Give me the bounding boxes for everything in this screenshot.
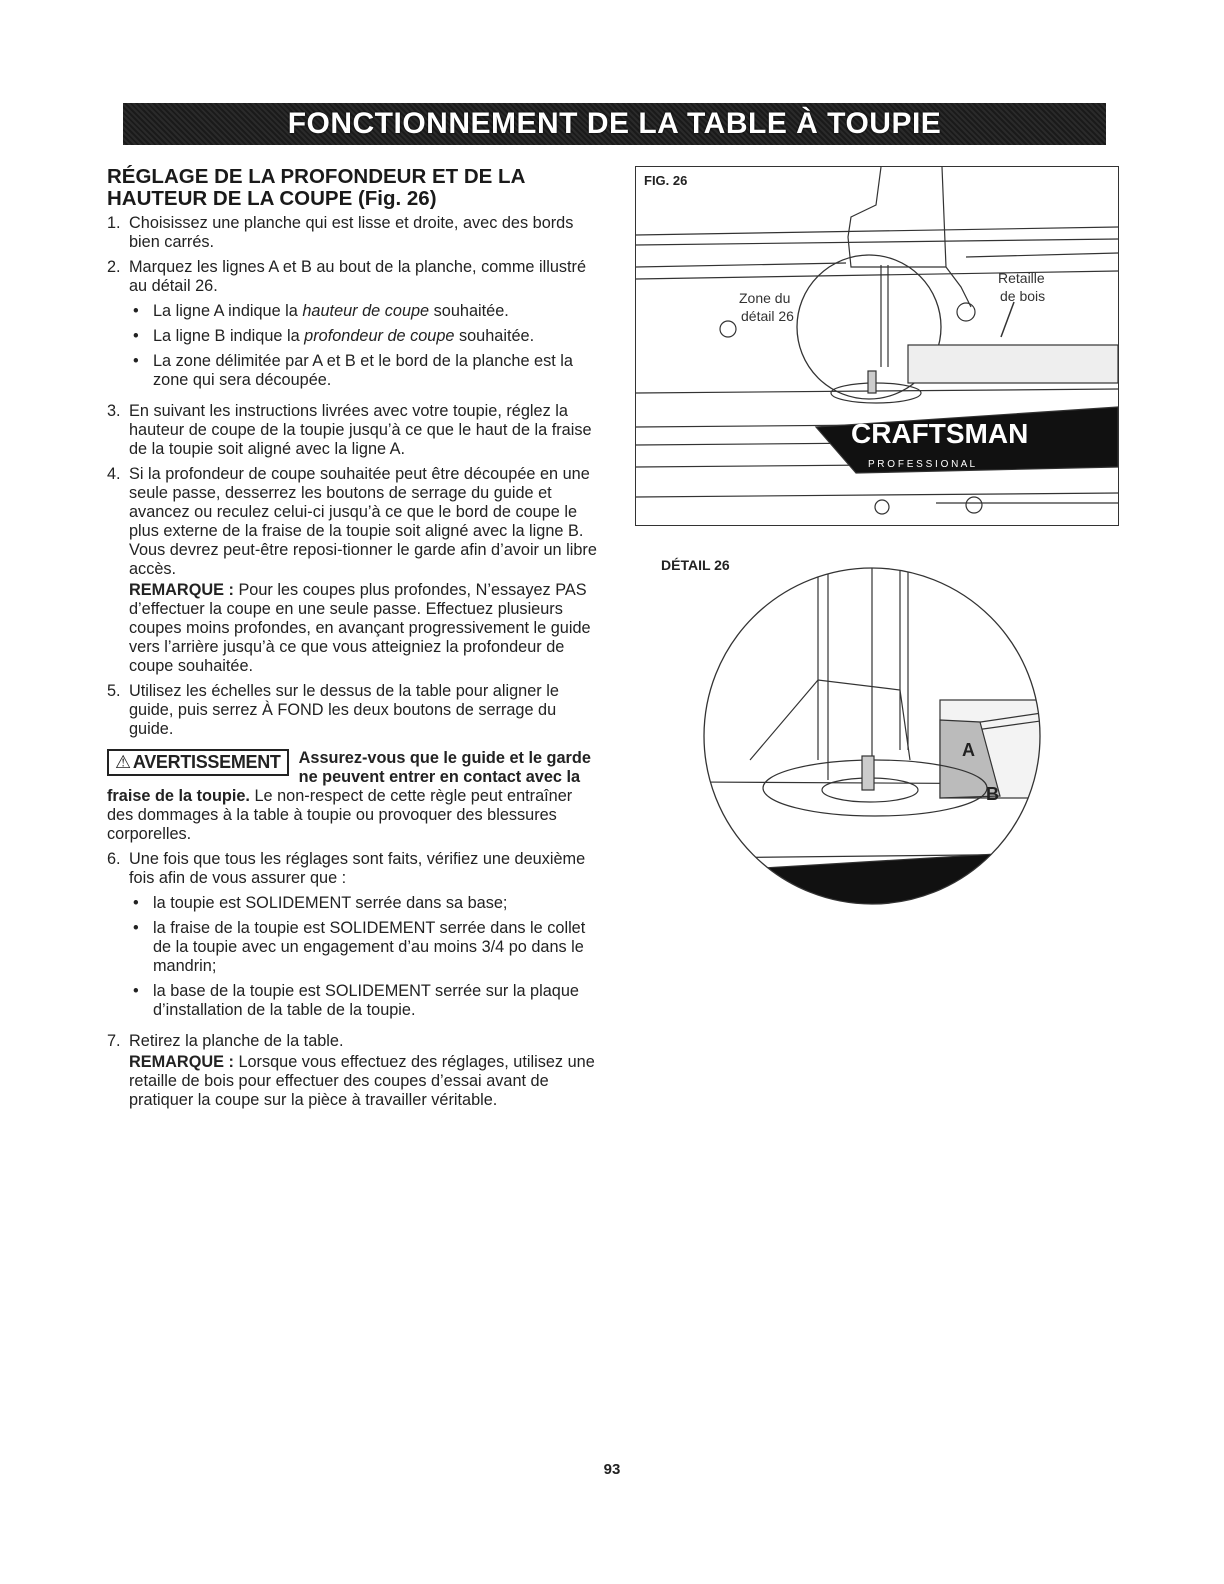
- section-title: RÉGLAGE DE LA PROFONDEUR ET DE LA HAUTEUR DE LA COUPE (Fig. 26): [107, 165, 525, 210]
- step-number: 2.: [107, 258, 121, 276]
- steps-list: [107, 214, 597, 739]
- check-bullets: [129, 894, 597, 1020]
- step-text: Si la profondeur de coupe souhaitée peut être découpée en une seule passe, desserrez les boutons de serrage du guide et avancez ou reculez celui-ci jusqu’à ce que le bord de coupe le plus externe de la fraise de la toupie soit aligné avec la ligne B. Vous devrez peut-être reposi-tionner le garde afin d’avoir un libre accès.: [129, 465, 597, 578]
- step-text: Retirez la planche de la table.: [129, 1032, 344, 1050]
- page-number: 93: [603, 1461, 621, 1478]
- step-text: Choisissez une planche qui est lisse et droite, avec des bords bien carrés.: [129, 214, 574, 251]
- bullet-item: • la fraise de la toupie est SOLIDEMENT serrée dans le collet de la toupie avec un engagement d’au moins 3/4 po dans le mandrin;: [133, 919, 586, 975]
- step-text: Marquez les lignes A et B au bout de la planche, comme illustré au détail 26.: [129, 258, 587, 295]
- warning-block: [107, 749, 597, 844]
- instructions-column: [107, 166, 597, 1116]
- step-number: 3.: [107, 402, 121, 420]
- note-text: Pour les coupes plus profondes, N’essayez PAS d’effectuer la coupe en une seule passe. Effectuez plusieurs coupes moins profondes, en avançant progressivement le guide vers l’arrière jusqu’à ce que vous atteigniez la profondeur de coupe souhaitée.: [129, 581, 591, 675]
- scrap-label-line2: de bois: [1000, 288, 1046, 304]
- step-7: [107, 1032, 597, 1110]
- step-text: Utilisez les échelles sur le dessus de la table pour aligner le guide, puis serrez À FOND les deux boutons de serrage du guide.: [129, 682, 559, 738]
- note-deep-cuts: [129, 581, 597, 676]
- step-text: Une fois que tous les réglages sont faits, vérifiez une deuxième fois afin de vous assurer que :: [129, 850, 586, 887]
- step-5: [107, 682, 597, 739]
- warning-triangle-icon: ⚠: [115, 752, 131, 772]
- step-6: [107, 850, 597, 1026]
- line-bullets: [129, 302, 597, 390]
- step-number: 1.: [107, 214, 121, 232]
- brand-name: CRAFTSMAN: [851, 418, 1029, 449]
- zone-label-line1: Zone du: [739, 290, 791, 306]
- note-label: REMARQUE :: [129, 581, 234, 599]
- step-number: 5.: [107, 682, 121, 700]
- banner-title: FONCTIONNEMENT DE LA TABLE À TOUPIE: [287, 107, 942, 140]
- note-label: REMARQUE :: [129, 1053, 234, 1071]
- brand-subtitle: P R O F E S S I O N A L: [868, 459, 976, 470]
- step-number: 6.: [107, 850, 121, 868]
- step-number: 4.: [107, 465, 121, 483]
- step-1: [107, 214, 597, 252]
- bullet-item: • la toupie est SOLIDEMENT serrée dans sa base;: [133, 894, 508, 912]
- line-b-label: B: [986, 784, 999, 804]
- bullet-item: • La ligne B indique la profondeur de coupe souhaitée.: [133, 327, 535, 345]
- bullet-item: • la base de la toupie est SOLIDEMENT serrée sur la plaque d’installation de la table de la toupie.: [133, 982, 579, 1019]
- detail-26-illustration: [690, 560, 1062, 912]
- step-3: [107, 402, 597, 459]
- warning-text: Le non-respect de cette règle peut entraîner des dommages à la table à toupie ou provoquer des blessures corporelles.: [107, 787, 573, 843]
- step-number: 7.: [107, 1032, 121, 1050]
- scrap-label-line1: Retaille: [998, 270, 1045, 286]
- section-banner: [123, 103, 1106, 145]
- detail-label: DÉTAIL 26: [661, 557, 730, 573]
- warning-badge: [107, 749, 289, 776]
- warning-label: AVERTISSEMENT: [132, 752, 281, 772]
- figure-label: FIG. 26: [644, 173, 688, 188]
- note-test-cuts: [129, 1053, 597, 1110]
- step-2: [107, 258, 597, 396]
- note-text: Lorsque vous effectuez des réglages, utilisez une retaille de bois pour effectuer des coupes d’essai avant de pratiquer la coupe sur la pièce à travailler véritable.: [129, 1053, 595, 1109]
- warning-heading: Assurez-vous que le guide et le garde ne peuvent entrer en contact avec la fraise de la toupie.: [107, 749, 591, 805]
- zone-label-line2: détail 26: [741, 308, 794, 324]
- figure-26: [635, 166, 1119, 526]
- step-4: [107, 465, 597, 676]
- bullet-item: • La ligne A indique la hauteur de coupe souhaitée.: [133, 302, 509, 320]
- bullet-item: • La zone délimitée par A et B et le bord de la planche est la zone qui sera découpée.: [133, 352, 573, 389]
- line-a-label: A: [962, 740, 975, 760]
- router-table-illustration: [636, 167, 1118, 525]
- step-text: En suivant les instructions livrées avec votre toupie, réglez la hauteur de coupe de la toupie jusqu’à ce que le haut de la fraise de la toupie soit aligné avec la ligne A.: [129, 402, 592, 458]
- steps-list-2: [107, 850, 597, 1110]
